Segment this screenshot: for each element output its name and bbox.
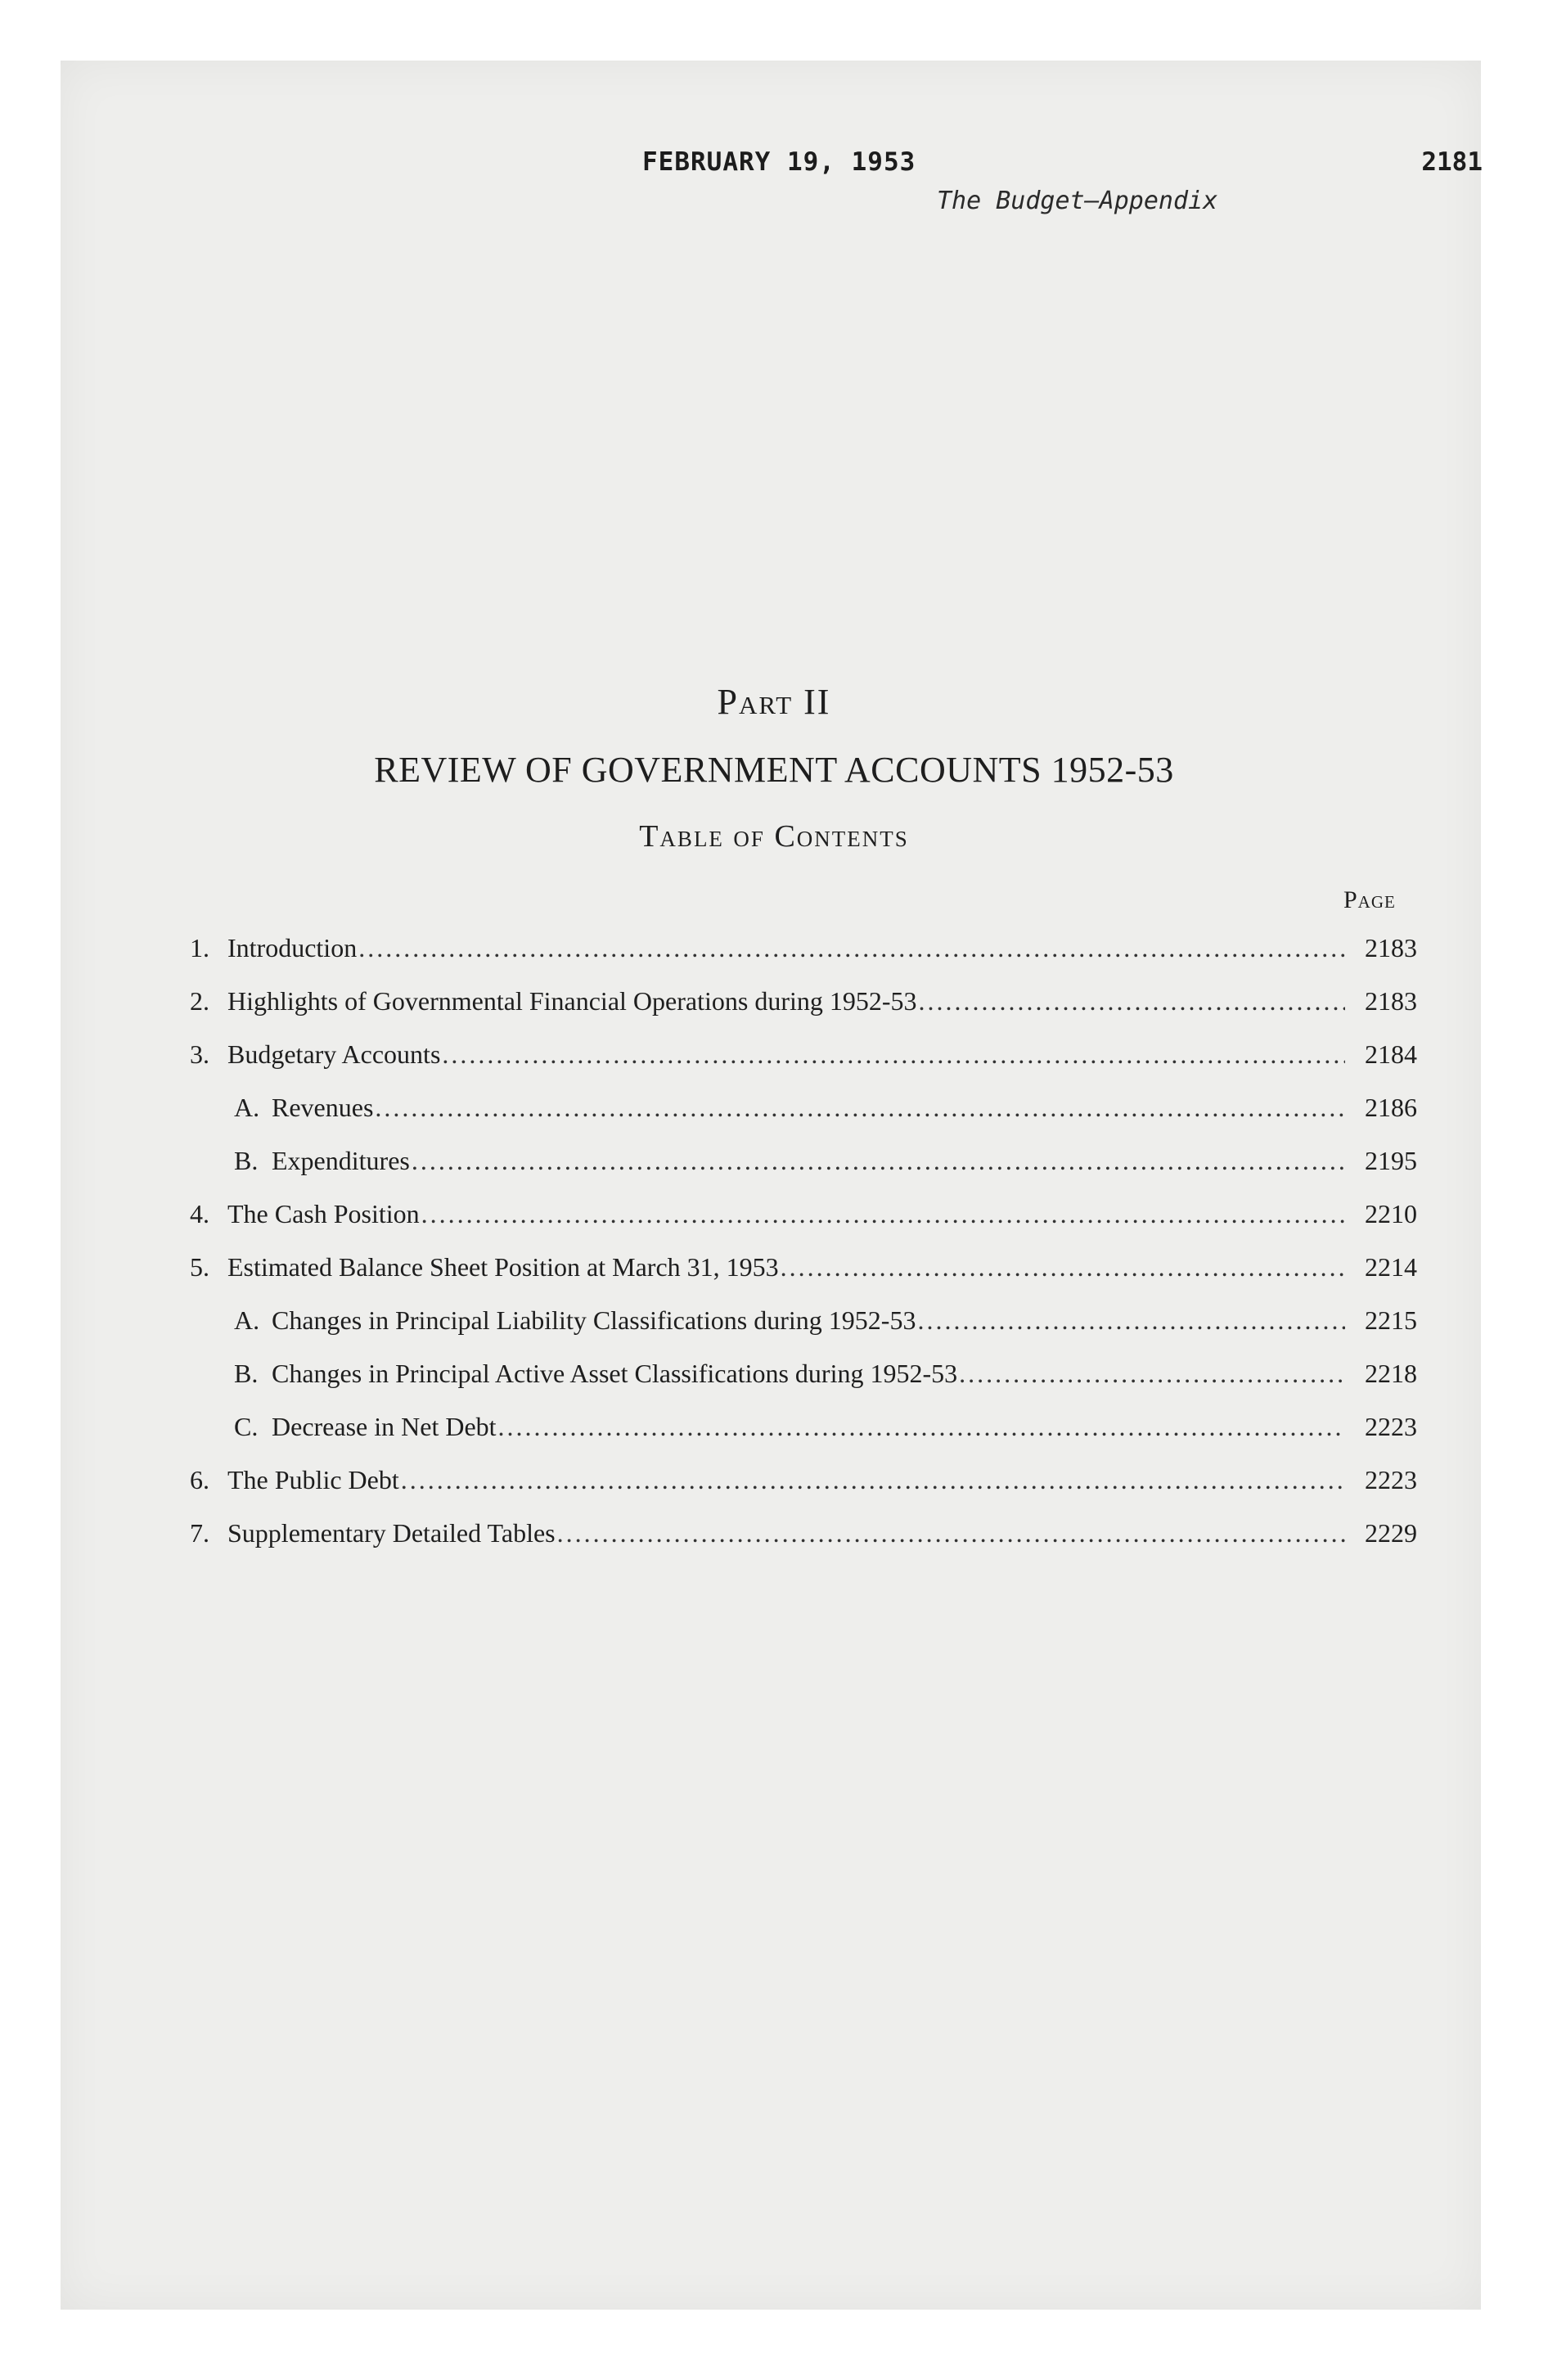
dot-leader xyxy=(557,1518,1345,1548)
toc-entry-page: 2229 xyxy=(1365,1518,1417,1548)
toc-entry-title: The Public Debt xyxy=(227,1465,399,1494)
toc-entry-cash-position xyxy=(190,1199,1417,1240)
toc-entry-page: 2214 xyxy=(1365,1252,1417,1282)
toc-entry-title: The Cash Position xyxy=(227,1199,420,1228)
dot-leader xyxy=(959,1359,1345,1389)
toc-entry-page: 2210 xyxy=(1365,1199,1417,1228)
toc-entry-balance-sheet xyxy=(190,1252,1417,1293)
toc-entry-page: 2195 xyxy=(1365,1146,1417,1175)
toc-entry-page: 2186 xyxy=(1365,1093,1417,1122)
header-page-number: 2181 xyxy=(1421,147,1483,177)
dot-leader xyxy=(781,1252,1345,1282)
toc-heading: Table of Contents xyxy=(639,819,909,854)
toc-entry-page: 2223 xyxy=(1365,1412,1417,1441)
toc-entry-number: 6. xyxy=(190,1465,209,1494)
toc-entry-number: B. xyxy=(234,1359,259,1388)
toc-entry-number: A. xyxy=(234,1305,260,1335)
toc-entry-budgetary-accounts xyxy=(190,1039,1417,1080)
toc-entry-title: Estimated Balance Sheet Position at March 31, 1953 xyxy=(227,1252,779,1282)
toc-entry-page: 2223 xyxy=(1365,1465,1417,1494)
header-date: FEBRUARY 19, 1953 xyxy=(642,147,916,177)
toc-entry-title: Decrease in Net Debt xyxy=(272,1412,497,1441)
dot-leader xyxy=(375,1093,1345,1123)
toc-entry-title: Budgetary Accounts xyxy=(227,1039,441,1069)
toc-entry-number: B. xyxy=(234,1146,259,1175)
toc-entry-number: 5. xyxy=(190,1252,209,1282)
toc-entry-title: Highlights of Governmental Financial Operations during 1952-53 xyxy=(227,986,917,1016)
toc-entry-number: 4. xyxy=(190,1199,209,1228)
toc-entry-highlights xyxy=(190,986,1417,1027)
toc-entry-asset-changes xyxy=(234,1359,1417,1400)
toc-entry-title: Changes in Principal Liability Classifications during 1952-53 xyxy=(272,1305,916,1335)
header-subtitle: The Budget—Appendix xyxy=(937,187,1218,215)
toc-entry-net-debt xyxy=(234,1412,1417,1453)
page-column-label: Page xyxy=(1343,886,1396,913)
toc-entry-title: Changes in Principal Active Asset Classifications during 1952-53 xyxy=(272,1359,958,1388)
toc-entry-title: Revenues xyxy=(272,1093,374,1122)
toc-entry-page: 2218 xyxy=(1365,1359,1417,1388)
toc-entry-title: Introduction xyxy=(227,933,358,962)
toc-entry-liability-changes xyxy=(234,1305,1417,1346)
part-label: Part II xyxy=(717,682,831,722)
toc-entry-expenditures xyxy=(234,1146,1417,1187)
dot-leader xyxy=(421,1199,1345,1229)
toc-entry-title: Supplementary Detailed Tables xyxy=(227,1518,556,1548)
main-title: REVIEW OF GOVERNMENT ACCOUNTS 1952-53 xyxy=(374,750,1174,790)
toc-entry-page: 2183 xyxy=(1365,933,1417,962)
toc-entry-number: A. xyxy=(234,1093,260,1122)
toc-entry-number: 7. xyxy=(190,1518,209,1548)
toc-entry-page: 2183 xyxy=(1365,986,1417,1016)
dot-leader xyxy=(412,1146,1345,1176)
dot-leader xyxy=(498,1412,1345,1442)
dot-leader xyxy=(401,1465,1345,1495)
toc-entry-number: C. xyxy=(234,1412,259,1441)
toc-entry-public-debt xyxy=(190,1465,1417,1506)
dot-leader xyxy=(442,1039,1345,1070)
toc-entry-title: Expenditures xyxy=(272,1146,410,1175)
toc-entry-supplementary-tables xyxy=(190,1518,1417,1559)
toc-entry-page: 2184 xyxy=(1365,1039,1417,1069)
toc-entry-number: 1. xyxy=(190,933,209,962)
toc-entry-introduction xyxy=(190,933,1417,974)
toc-entry-page: 2215 xyxy=(1365,1305,1417,1335)
dot-leader xyxy=(919,986,1345,1016)
toc-entry-number: 2. xyxy=(190,986,209,1016)
toc-entry-revenues xyxy=(234,1093,1417,1134)
dot-leader xyxy=(358,933,1345,963)
dot-leader xyxy=(917,1305,1345,1336)
toc-entry-number: 3. xyxy=(190,1039,209,1069)
